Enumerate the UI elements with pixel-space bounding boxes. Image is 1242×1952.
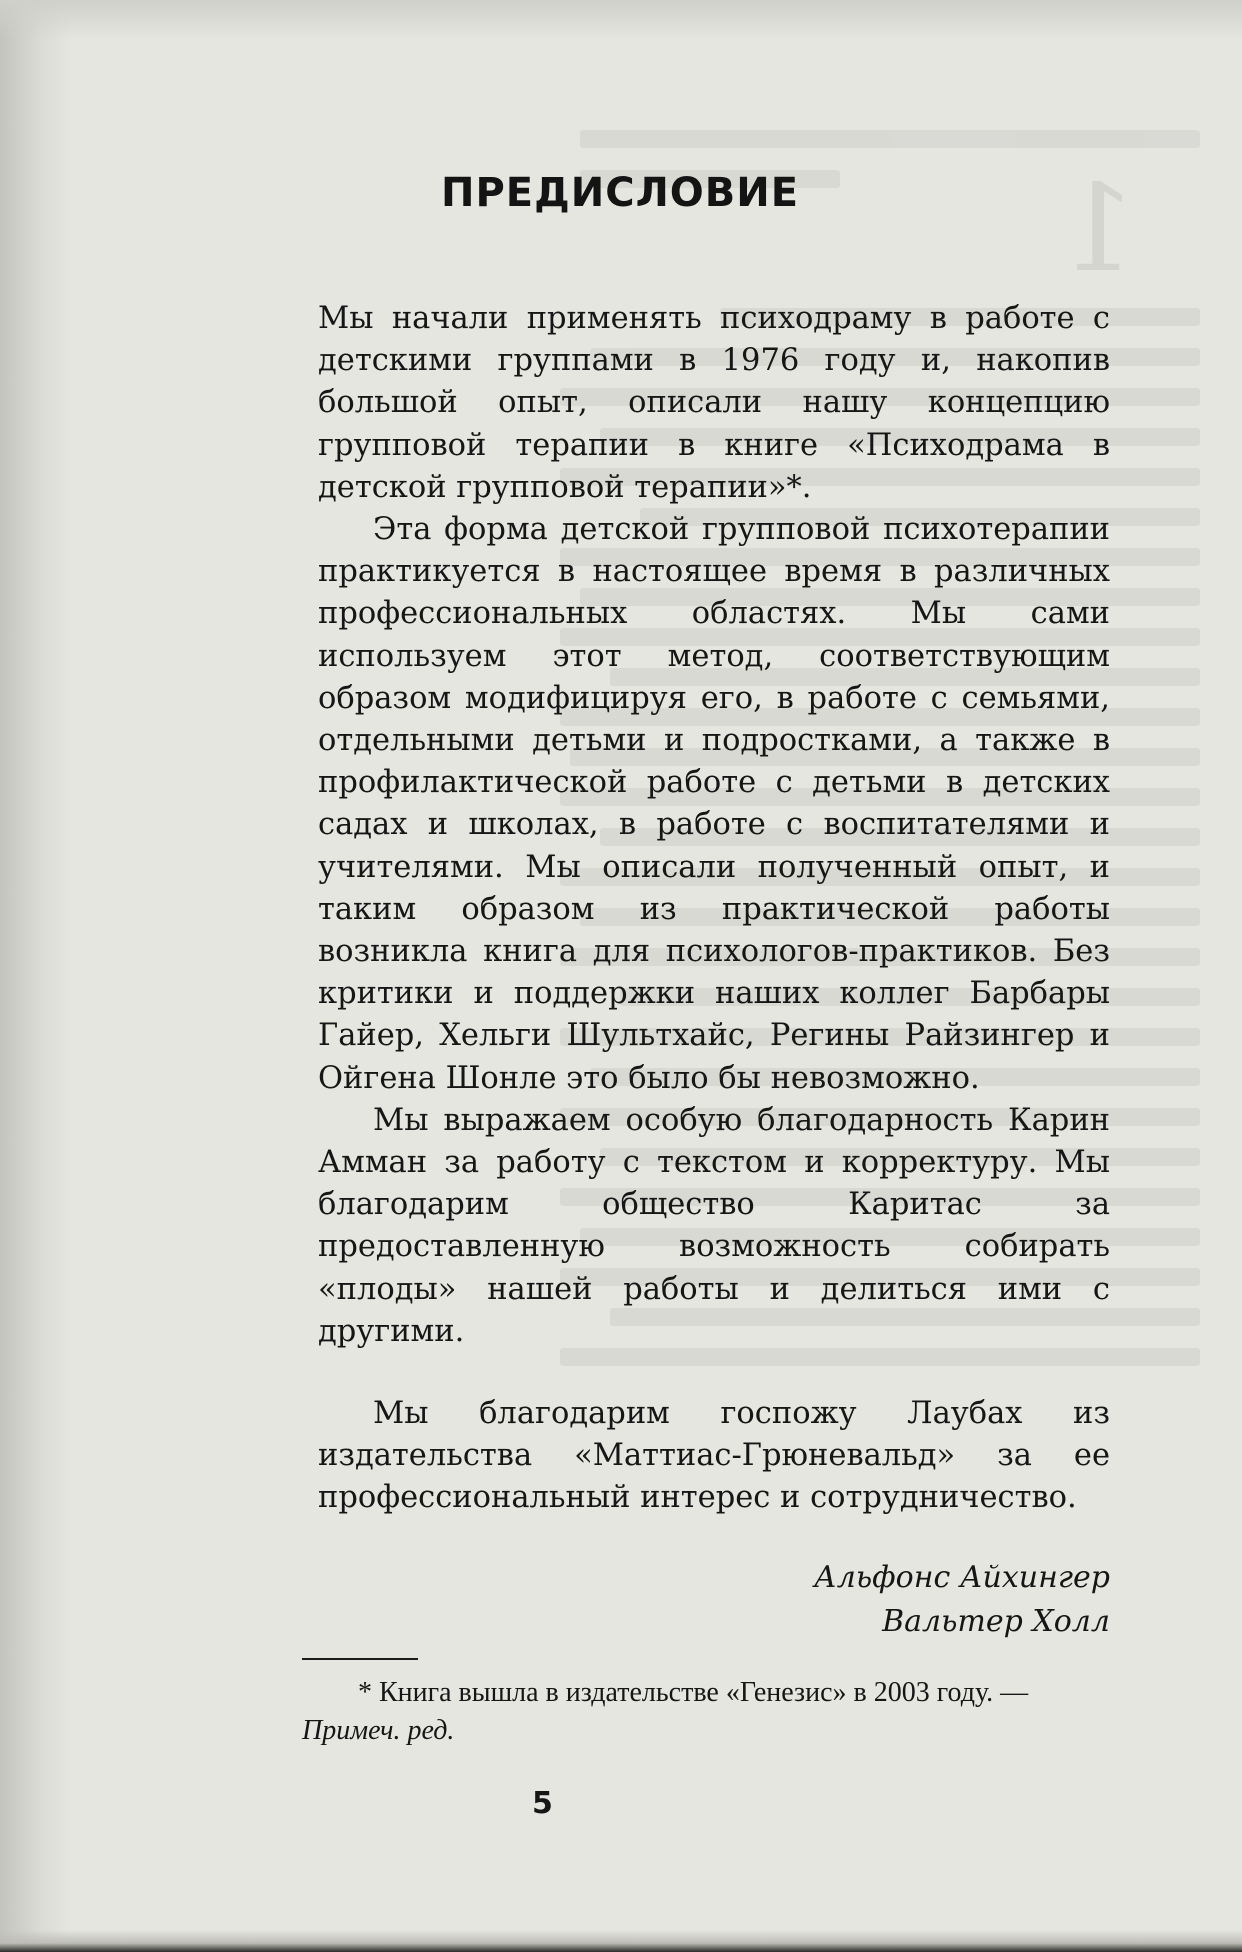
- page-title: ПРЕДИСЛОВИЕ: [441, 170, 800, 216]
- footnote-credit: Примеч. ред.: [302, 1715, 455, 1746]
- page-gutter-shadow: [0, 0, 70, 1952]
- paragraph-3: Мы выражаем особую благодарность Карин Амман за работу с текстом и корректуру. Мы благодарим общество Каритас за предоставленную возможность собирать «плоды» нашей работы и делиться ими с другими.: [318, 1102, 1110, 1349]
- show-through-text: 1: [300, 130, 1200, 1830]
- paragraph-1: Мы начали применять психодраму в работе с детскими группами в 1976 году и, накопив большой опыт, описали нашу концепцию групповой терапии в книге «Психодрама в детской групповой терапии»*.: [318, 301, 1110, 505]
- authors-signature: [318, 1556, 1110, 1644]
- page-bottom-edge: [0, 1930, 1242, 1952]
- author-1: Альфонс Айхингер: [814, 1559, 1110, 1595]
- page-top-edge: [0, 0, 1242, 40]
- footnote: [302, 1674, 1102, 1750]
- footnote-text: Книга вышла в издательстве «Генезис» в 2003 году. —: [379, 1677, 1029, 1708]
- footnote-divider: [302, 1658, 418, 1660]
- paragraph-4: Мы благодарим госпожу Лаубах из издательства «Маттиас-Грюневальд» за ее профессиональный интерес и сотрудничество.: [318, 1396, 1110, 1516]
- author-2: Вальтер Холл: [882, 1603, 1110, 1639]
- paragraph-2: Эта форма детской групповой психотерапии практикуется в настоящее время в различных профессиональных областях. Мы сами используем этот метод, соответствующим образом модифицируя его, в работе с семьями, отдельными детьми и подростками, а также в профилактической работе с детьми в детских садах и школах, в работе с воспитателями и учителями. Мы описали полученный опыт, и таким образом из практической работы возникла книга для психологов-практиков. Без критики и поддержки наших коллег Барбары Гайер, Хельги Шультхайс, Регины Райзингер и Ойгена Шонле это было бы невозможно.: [318, 512, 1110, 1096]
- preface-content: [318, 170, 1110, 1644]
- page-number: 5: [532, 1786, 553, 1821]
- footnote-marker: *: [358, 1677, 372, 1708]
